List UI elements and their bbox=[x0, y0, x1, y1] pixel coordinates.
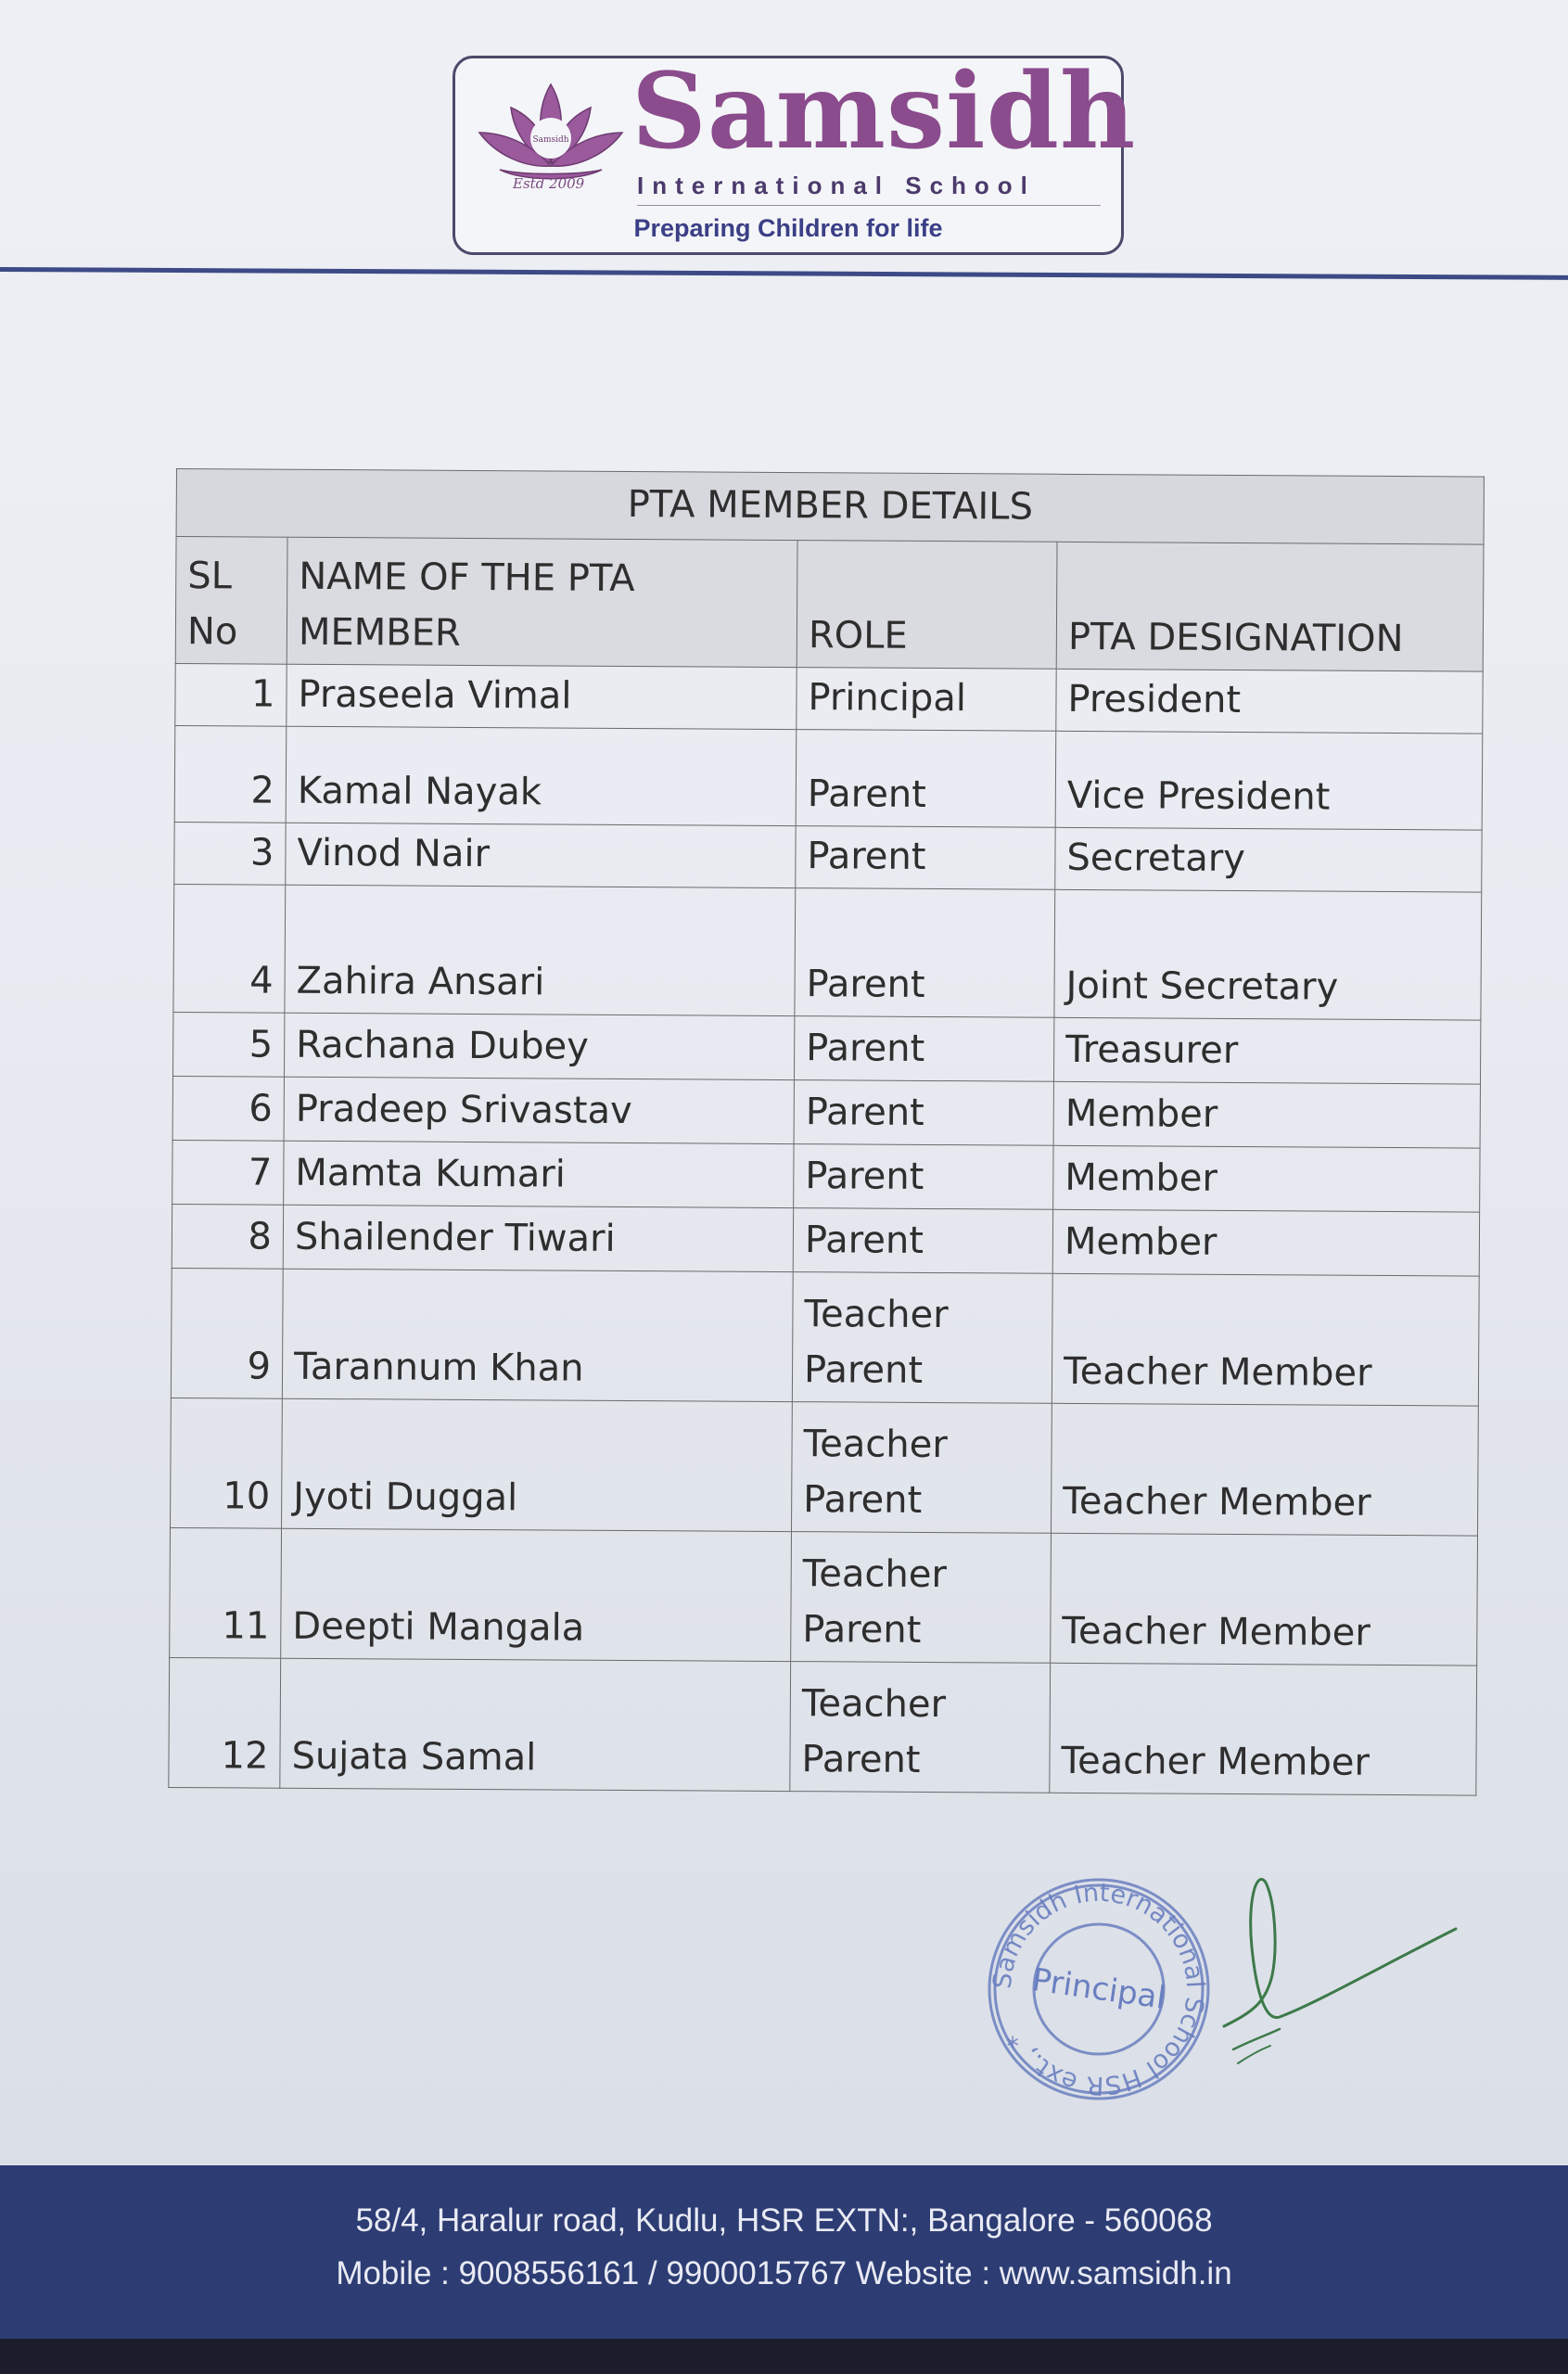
pta-table-container bbox=[168, 468, 1484, 1796]
cell-name: Rachana Dubey bbox=[284, 1013, 794, 1079]
header-rule bbox=[0, 267, 1568, 280]
cell-name: Tarannum Khan bbox=[282, 1269, 793, 1401]
table-row bbox=[172, 1076, 1480, 1148]
table-row bbox=[171, 1268, 1479, 1406]
cell-name: Kamal Nayak bbox=[286, 726, 797, 825]
school-name: Samsidh bbox=[631, 51, 1137, 172]
table-row bbox=[171, 1398, 1479, 1536]
cell-designation: Member bbox=[1052, 1209, 1479, 1276]
principal-stamp bbox=[983, 1873, 1215, 2105]
table-row bbox=[174, 725, 1483, 830]
cell-sl: 12 bbox=[169, 1657, 281, 1788]
cell-role: Teacher Parent bbox=[791, 1532, 1052, 1664]
cell-sl: 11 bbox=[170, 1527, 282, 1658]
cell-role: Teacher Parent bbox=[792, 1402, 1052, 1534]
principal-signature bbox=[1215, 1864, 1474, 2077]
logo-divider bbox=[637, 205, 1101, 206]
cell-designation: Member bbox=[1053, 1145, 1480, 1212]
cell-designation: Teacher Member bbox=[1052, 1273, 1479, 1406]
cell-sl: 10 bbox=[171, 1398, 283, 1528]
school-logo bbox=[453, 51, 1137, 255]
table-row bbox=[172, 1140, 1480, 1212]
svg-text:Samsidh: Samsidh bbox=[532, 135, 569, 145]
school-subtitle: International School bbox=[637, 172, 1036, 199]
cell-designation: Member bbox=[1053, 1081, 1480, 1148]
table-row bbox=[174, 822, 1482, 892]
cell-role: Teacher Parent bbox=[792, 1272, 1052, 1404]
cell-sl: 4 bbox=[173, 884, 286, 1013]
table-row bbox=[169, 1657, 1477, 1795]
cell-name: Pradeep Srivastav bbox=[284, 1077, 794, 1143]
table-title-row bbox=[176, 469, 1484, 545]
cell-name: Mamta Kumari bbox=[284, 1141, 794, 1207]
cell-designation: Secretary bbox=[1055, 827, 1482, 892]
footer-bottom-strip bbox=[0, 2339, 1568, 2374]
cell-role: Parent bbox=[796, 826, 1055, 890]
cell-sl: 2 bbox=[174, 725, 287, 823]
footer-contact: Mobile : 9008556161 / 9900015767 Website : www.samsidh.in bbox=[336, 2255, 1232, 2291]
table-row bbox=[173, 884, 1482, 1020]
header-role: ROLE bbox=[797, 541, 1057, 670]
cell-sl: 3 bbox=[174, 822, 286, 885]
cell-name: Sujata Samal bbox=[280, 1658, 791, 1791]
footer-address: 58/4, Haralur road, Kudlu, HSR EXTN:, Bangalore - 560068 bbox=[355, 2202, 1213, 2239]
cell-role: Principal bbox=[797, 668, 1056, 732]
footer bbox=[0, 2165, 1568, 2374]
cell-sl: 7 bbox=[172, 1140, 284, 1205]
cell-name: Shailender Tiwari bbox=[283, 1205, 793, 1271]
svg-text:Samsidh International School H: Samsidh International School HSR ext., * bbox=[988, 1878, 1210, 2100]
cell-role: Teacher Parent bbox=[790, 1662, 1051, 1793]
cell-name: Deepti Mangala bbox=[281, 1528, 792, 1661]
svg-text:Principal: Principal bbox=[1029, 1961, 1168, 2017]
header-sl-no: SL No bbox=[175, 537, 287, 665]
cell-name: Jyoti Duggal bbox=[282, 1398, 793, 1531]
cell-designation: Joint Secretary bbox=[1054, 889, 1482, 1020]
table-row bbox=[175, 663, 1483, 734]
table-row bbox=[172, 1204, 1479, 1276]
cell-sl: 5 bbox=[172, 1012, 284, 1077]
header-designation: PTA DESIGNATION bbox=[1056, 542, 1484, 671]
table-row bbox=[172, 1012, 1480, 1084]
pta-member-table bbox=[168, 468, 1485, 1796]
cell-role: Parent bbox=[794, 1080, 1053, 1146]
cell-designation: Treasurer bbox=[1053, 1017, 1480, 1084]
cell-name: Vinod Nair bbox=[286, 823, 796, 887]
cell-name: Praseela Vimal bbox=[287, 664, 797, 729]
cell-role: Parent bbox=[794, 1016, 1053, 1082]
cell-designation: Teacher Member bbox=[1052, 1403, 1479, 1536]
header-member-name: NAME OF THE PTA MEMBER bbox=[287, 537, 797, 667]
cell-designation: Teacher Member bbox=[1051, 1533, 1478, 1666]
cell-role: Parent bbox=[795, 888, 1055, 1018]
cell-sl: 1 bbox=[175, 663, 287, 726]
cell-designation: Vice President bbox=[1055, 731, 1483, 830]
cell-sl: 8 bbox=[172, 1204, 283, 1269]
table-title: PTA MEMBER DETAILS bbox=[176, 469, 1484, 545]
cell-role: Parent bbox=[796, 730, 1056, 828]
cell-designation: Teacher Member bbox=[1050, 1663, 1477, 1795]
cell-role: Parent bbox=[794, 1144, 1053, 1210]
table-row bbox=[170, 1527, 1478, 1666]
cell-name: Zahira Ansari bbox=[285, 885, 796, 1015]
table-header-row bbox=[175, 537, 1484, 672]
cell-designation: President bbox=[1056, 669, 1483, 734]
cell-sl: 6 bbox=[172, 1076, 284, 1141]
established-year: Estd 2009 bbox=[513, 175, 585, 192]
cell-sl: 9 bbox=[171, 1268, 283, 1398]
cell-role: Parent bbox=[793, 1208, 1052, 1274]
school-tagline: Preparing Children for life bbox=[633, 214, 943, 242]
